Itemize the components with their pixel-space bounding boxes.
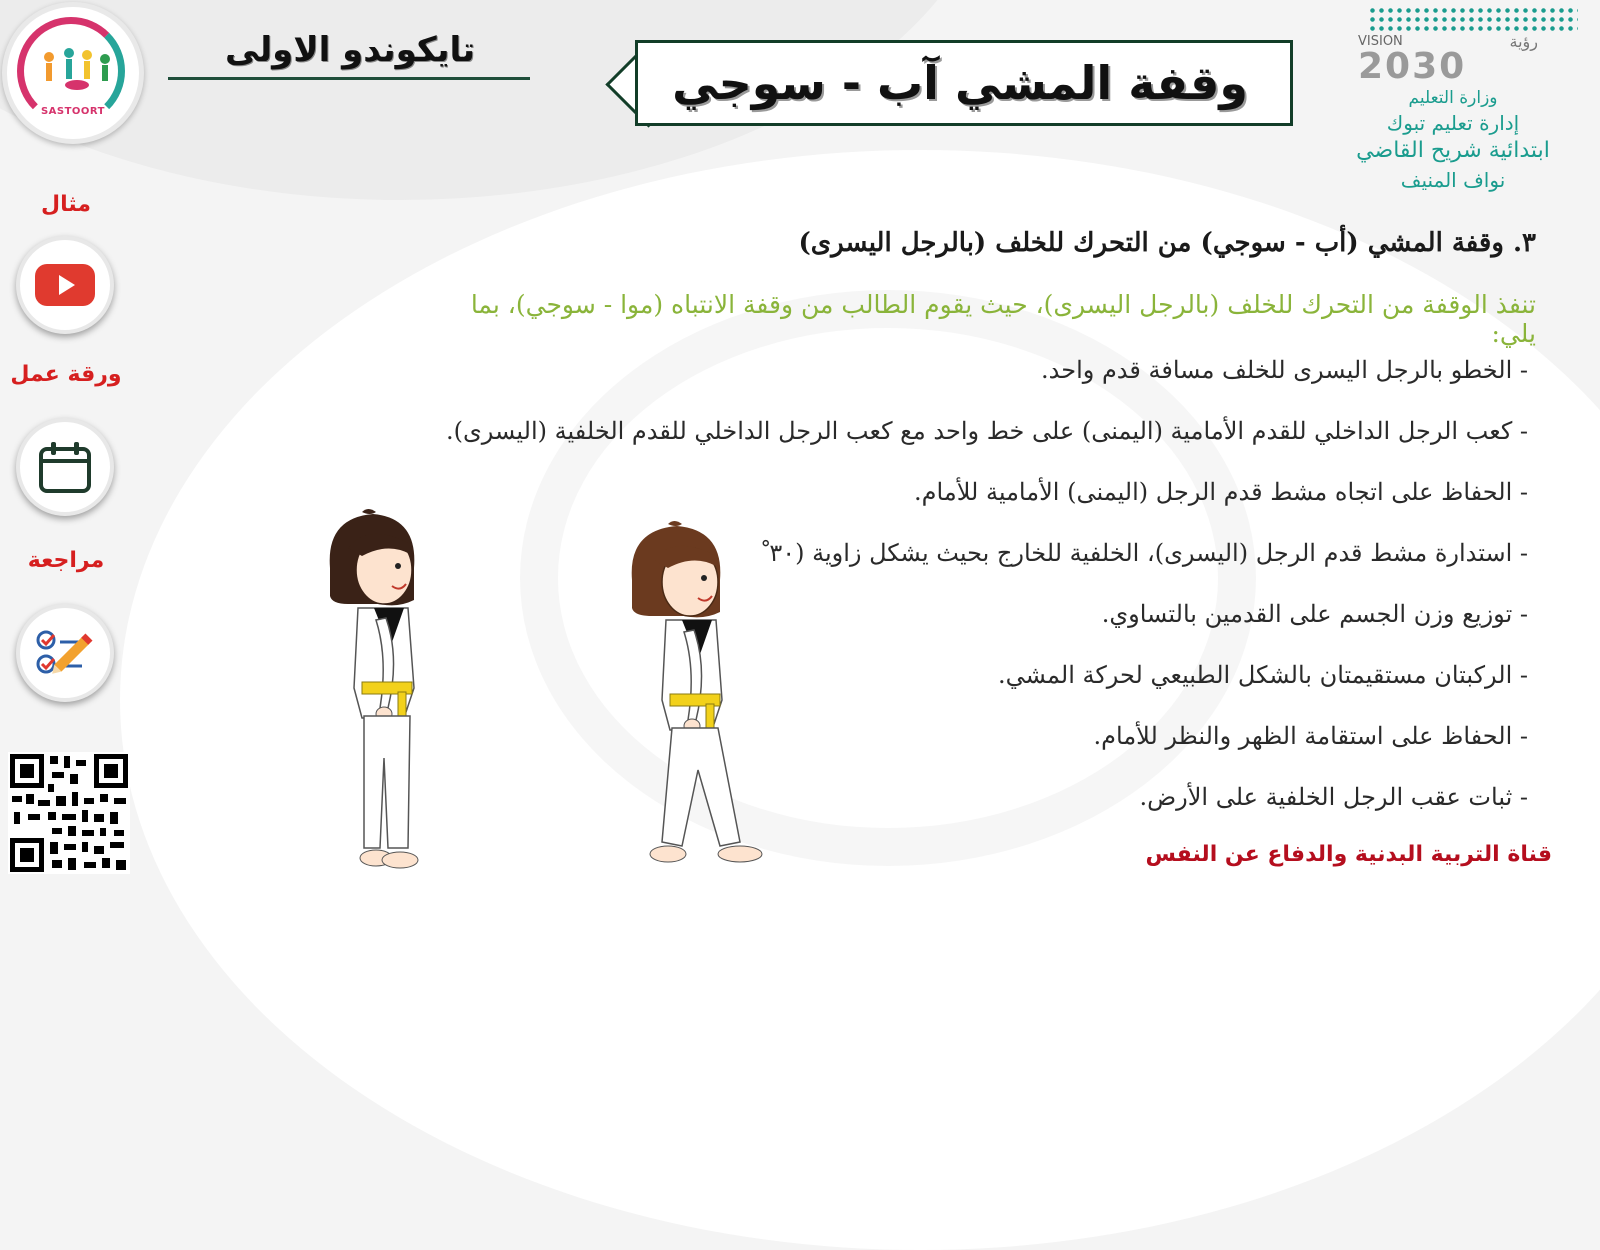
attention-stance-figure — [318, 508, 428, 880]
list-item: - الركبتان مستقيمتان بالشكل الطبيعي لحركة المشي. — [997, 661, 1528, 689]
instruction-list — [428, 352, 1528, 840]
subject-underline — [168, 77, 530, 80]
section-heading: ٣. وقفة المشي (أب - سوجي) من التحرك للخلف (بالرجل اليسرى) — [798, 228, 1536, 258]
worksheet-button[interactable] — [16, 418, 114, 516]
list-item: - الخطو بالرجل اليسرى للخلف مسافة قدم واحد. — [1041, 356, 1528, 384]
channel-footer: قناة التربية البدنية والدفاع عن النفس — [1145, 842, 1552, 867]
worksheet-label: ورقة عمل — [10, 362, 122, 387]
walking-stance-figure — [622, 520, 772, 872]
section-intro: تنفذ الوقفة من التحرك للخلف (بالرجل اليسرى)، حيث يقوم الطالب من وقفة الانتباه (موا - سوجي)، بما يلي: — [470, 290, 1536, 348]
example-video-button[interactable] — [16, 236, 114, 334]
vision-2030-logo — [1328, 32, 1578, 86]
vision-arabic: رؤية — [1509, 32, 1538, 51]
subject-title: تايكوندو الاولى — [224, 30, 476, 70]
list-item: - استدارة مشط قدم الرجل (اليسرى)، الخلفية للخارج بحيث يشكل زاوية (٣٠ ْ — [762, 539, 1528, 567]
logo-text: SASTOORT — [40, 106, 106, 117]
lesson-title: وقفة المشي آب - سوجي — [672, 56, 1248, 110]
list-item: - الحفاظ على استقامة الظهر والنظر للأمام. — [1093, 722, 1528, 750]
qr-code[interactable] — [8, 752, 130, 874]
teacher-name: نواف المنيف — [1400, 168, 1506, 192]
list-item: - ثبات عقب الرجل الخلفية على الأرض. — [1139, 783, 1528, 811]
ministry-block — [1328, 6, 1578, 194]
vision-label: VISION — [1358, 34, 1403, 49]
logo-figures-icon — [35, 45, 119, 93]
list-item: - الحفاظ على اتجاه مشط قدم الرجل (اليمنى) الأمامية للأمام. — [914, 478, 1528, 506]
list-item: - توزيع وزن الجسم على القدمين بالتساوي. — [1101, 600, 1528, 628]
ministry-name: وزارة التعليم — [1408, 88, 1498, 108]
qr-code-icon — [8, 752, 130, 874]
channel-logo — [2, 2, 144, 144]
review-button[interactable] — [16, 604, 114, 702]
checklist-pencil-icon — [32, 620, 98, 686]
vision-dots-logo — [1368, 6, 1578, 32]
review-label: مراجعة — [27, 548, 105, 573]
calendar-icon — [35, 437, 95, 497]
department-name: إدارة تعليم تبوك — [1386, 111, 1520, 135]
list-item: - كعب الرجل الداخلي للقدم الأمامية (اليمنى) على خط واحد مع كعب الرجل الداخلي للقدم الخلفية (اليسرى). — [445, 417, 1528, 445]
vision-year: 2030 — [1358, 46, 1467, 87]
example-label: مثال — [41, 192, 91, 217]
youtube-icon — [35, 264, 95, 306]
school-name: ابتدائية شريح القاضي — [1356, 138, 1550, 163]
